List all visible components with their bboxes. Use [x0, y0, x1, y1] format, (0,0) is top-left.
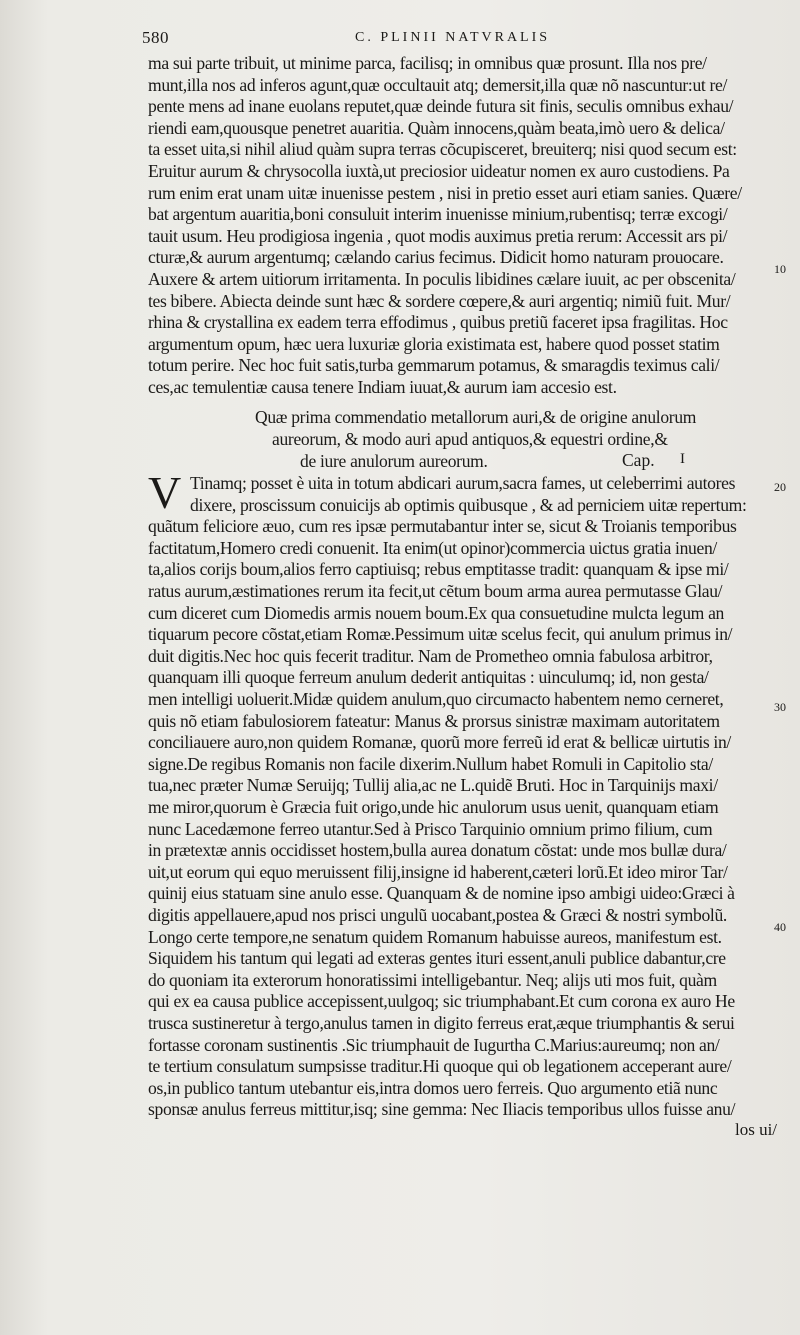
- catchword: los ui/: [735, 1120, 778, 1139]
- text-line: do quoniam ita exterorum honoratissimi intelligebantur. Neq; alijs uti mos fuit, quàm: [148, 969, 717, 990]
- text-line: riendi eam,quousque penetret auaritia. Quàm innocens,quàm beata,imò uero & delica/: [148, 117, 725, 138]
- margin-line-number: 40: [774, 920, 786, 934]
- text-line: quãtum feliciore æuo, cum res ipsæ permutabantur inter se, sicut & Troianis temporibus: [148, 516, 737, 537]
- text-line: fortasse coronam sustinentis .Sic triumphauit de Iugurtha C.Marius:aureumq; non an/: [148, 1034, 720, 1055]
- heading-line: aureorum, & modo auri apud antiquos,& equestri ordine,&: [272, 429, 668, 449]
- text-line: Longo certe tempore,ne senatum quidem Romanum habuisse aureos, manifestum est.: [148, 926, 722, 947]
- text-line: Siquidem his tantum qui legati ad exteras gentes ituri essent,anuli publice dabantur,cre: [148, 948, 726, 969]
- text-line: digitis appellauere,apud nos prisci ungulũ uocabant,postea & Græci & nostri symbolũ.: [148, 905, 727, 925]
- text-line: conciliauere auro,non quidem Romanæ, quorũ more ferreũ id erat & bellicæ uirtutis in/: [148, 732, 731, 753]
- chapter-label: Cap.: [622, 450, 655, 470]
- text-line: cturæ,& aurum argentumq; cælando carius fecimus. Didicit homo naturam prouocare.: [148, 247, 724, 268]
- text-line: tiquarum pecore cõstat,etiam Romæ.Pessimum uitæ scelus fecit, qui anulum primus in/: [148, 624, 733, 645]
- text-line: tauit usum. Heu prodigiosa ingenia , quot modis auximus pretia rerum: Accessit ars pi/: [148, 225, 728, 246]
- text-line: ta esset uita,si nihil aliud quàm supra terras cõcupisceret, breuiterq; nisi quod secum est:: [148, 139, 737, 160]
- running-title: C. PLINII NATVRALIS: [355, 30, 551, 45]
- text-line: totum perire. Nec hoc fuit satis,turba gemmarum potamus, & smaragdis teximus cali/: [148, 355, 720, 376]
- text-line: argumentum opum, hæc uera luxuriæ gloria existimata est, habere quod posset statim: [148, 333, 720, 354]
- text-line: ma sui parte tribuit, ut minime parca, facilisq; in omnibus quæ prosunt. Illa nos pre/: [148, 53, 707, 73]
- margin-line-number: 30: [774, 700, 786, 714]
- text-line: ta,alios corijs boum,alios ferro captiuisq; rebus emptitasse tradit: quanquam & ipse mi/: [148, 559, 729, 580]
- text-line: factitatum,Homero credi conuenit. Ita enim(ut opinor)commercia uictus gratia inuen/: [148, 537, 717, 558]
- text-line: ces,ac temulentiæ causa tenere Indiam iuuat,& aurum iam accesio est.: [148, 377, 617, 397]
- text-line: os,in publico tantum utebantur eis,intra domos uero ferreis. Quo argumento etiã nunc: [148, 1077, 718, 1098]
- drop-cap-initial: V: [148, 467, 182, 518]
- text-line: me miror,quorum è Græcia fuit origo,unde hic anulorum usus uenit, quanquam etiam: [148, 797, 719, 817]
- text-line: quinij eius statuam sine anulo esse. Quanquam & de nomine ipso ambigi uideo:Græci à: [148, 883, 735, 904]
- text-line: nunc Lacedæmone ferreo utantur.Sed à Prisco Tarquinio omnium primo filium, cum: [148, 818, 713, 839]
- text-line: rhina & crystallina ex eadem terra effodimus , quibus pretiũ faceret ipsa fragilitas. Hoc: [148, 312, 728, 333]
- text-line: qui ex ea causa publice accepissent,uulgoq; sic triumphabant.Et cum corona ex auro He: [148, 991, 735, 1012]
- page-header: [140, 28, 600, 50]
- text-line: Eruitur aurum & chrysocolla iuxtà,ut preciosior uideatur nomen ex auro custodiens. Pa: [148, 161, 730, 181]
- text-line: sponsæ anulus ferreus mittitur,isq; sine gemma: Nec Iliacis temporibus ullos fuisse anu/: [148, 1099, 736, 1120]
- text-line: tes bibere. Abiecta deinde sunt hæc & sordere cœpere,& auri argentiq; nimiũ fuit. Mur/: [148, 290, 731, 311]
- text-line: in prætextæ annis occidisset hostem,bulla aurea donatum cõstat: unde mos bullæ dura/: [148, 840, 727, 861]
- heading-line: Quæ prima commendatio metallorum auri,& de origine anulorum: [255, 407, 697, 427]
- text-line: men intelligi uoluerit.Midæ quidem anulum,quo circumacto habentem nemo cerneret,: [148, 689, 724, 709]
- text-line: quanquam illi quoque ferreum anulum dederit antiquitas : uinculumq; id, non gesta/: [148, 667, 709, 688]
- text-line: dixere, proscissum conuicijs ab optimis quibusque , & ad perniciem uitæ repertum:: [190, 494, 747, 515]
- text-line: trusca sustineretur à tergo,anulus tamen in digito ferreus erat,æque triumphantis & serui: [148, 1013, 735, 1033]
- text-line: tua,nec præter Numæ Seruijq; Tullij alia,ac ne L.quidẽ Bruti. Hoc in Tarquinijs maxi/: [148, 775, 718, 796]
- text-line: duit digitis.Nec hoc quis fecerit traditur. Nam de Prometheo omnia fabulosa arbitror,: [148, 645, 713, 666]
- text-line: cum diceret cum Diomedis armis nouem boum.Ex qua consuetudine mulcta legum an: [148, 602, 724, 623]
- text-line: munt,illa nos ad inferos agunt,quæ occultauit atq; demersit,illa quæ nõ nascuntur:ut re/: [148, 74, 727, 95]
- text-line: bat argentum auaritia,boni consuluit interim inuenisse minium,rubentisq; terræ excogi/: [148, 204, 728, 225]
- text-line: Auxere & artem uitiorum irritamenta. In poculis libidines cælare iuuit, ac per obscenita/: [148, 269, 736, 289]
- text-line: pente mens ad inane euolans reputet,quæ deinde futura sit finis, seculis omnibus exhau/: [148, 96, 734, 117]
- text-line: signe.De regibus Romanis non facile dixerim.Nullum habet Romuli in Capitolio sta/: [148, 753, 713, 774]
- margin-line-number: 10: [774, 262, 786, 276]
- margin-line-number: 20: [774, 480, 786, 494]
- chapter-number: I: [680, 451, 685, 467]
- page-number: 580: [142, 28, 169, 47]
- text-line: te tertium consulatum sumpsisse traditur.Hi quoque qui ob legationem acceperant aure/: [148, 1056, 732, 1077]
- heading-line: de iure anulorum aureorum.: [300, 451, 488, 471]
- text-line: rum enim erat unam uitæ inuenisse pestem , nisi in pretio esset auri etiam sanies. Quære/: [148, 182, 742, 203]
- text-line: uit,ut eorum qui equo meruissent filij,insigne id haberent,cæteri lorũ.Et ideo miror Tar/: [148, 861, 728, 882]
- text-line: ratus aurum,æstimationes rerum ita fecit,ut cẽtum boum arma aurea permutasse Glau/: [148, 581, 723, 601]
- text-line: quis nõ etiam fabulosiorem fateatur: Manus & prorsus sinistræ maximam autoritatem: [148, 710, 720, 731]
- text-line: Tinamq; posset è uita in totum abdicari aurum,sacra fames, ut celeberrimi autores: [190, 473, 736, 493]
